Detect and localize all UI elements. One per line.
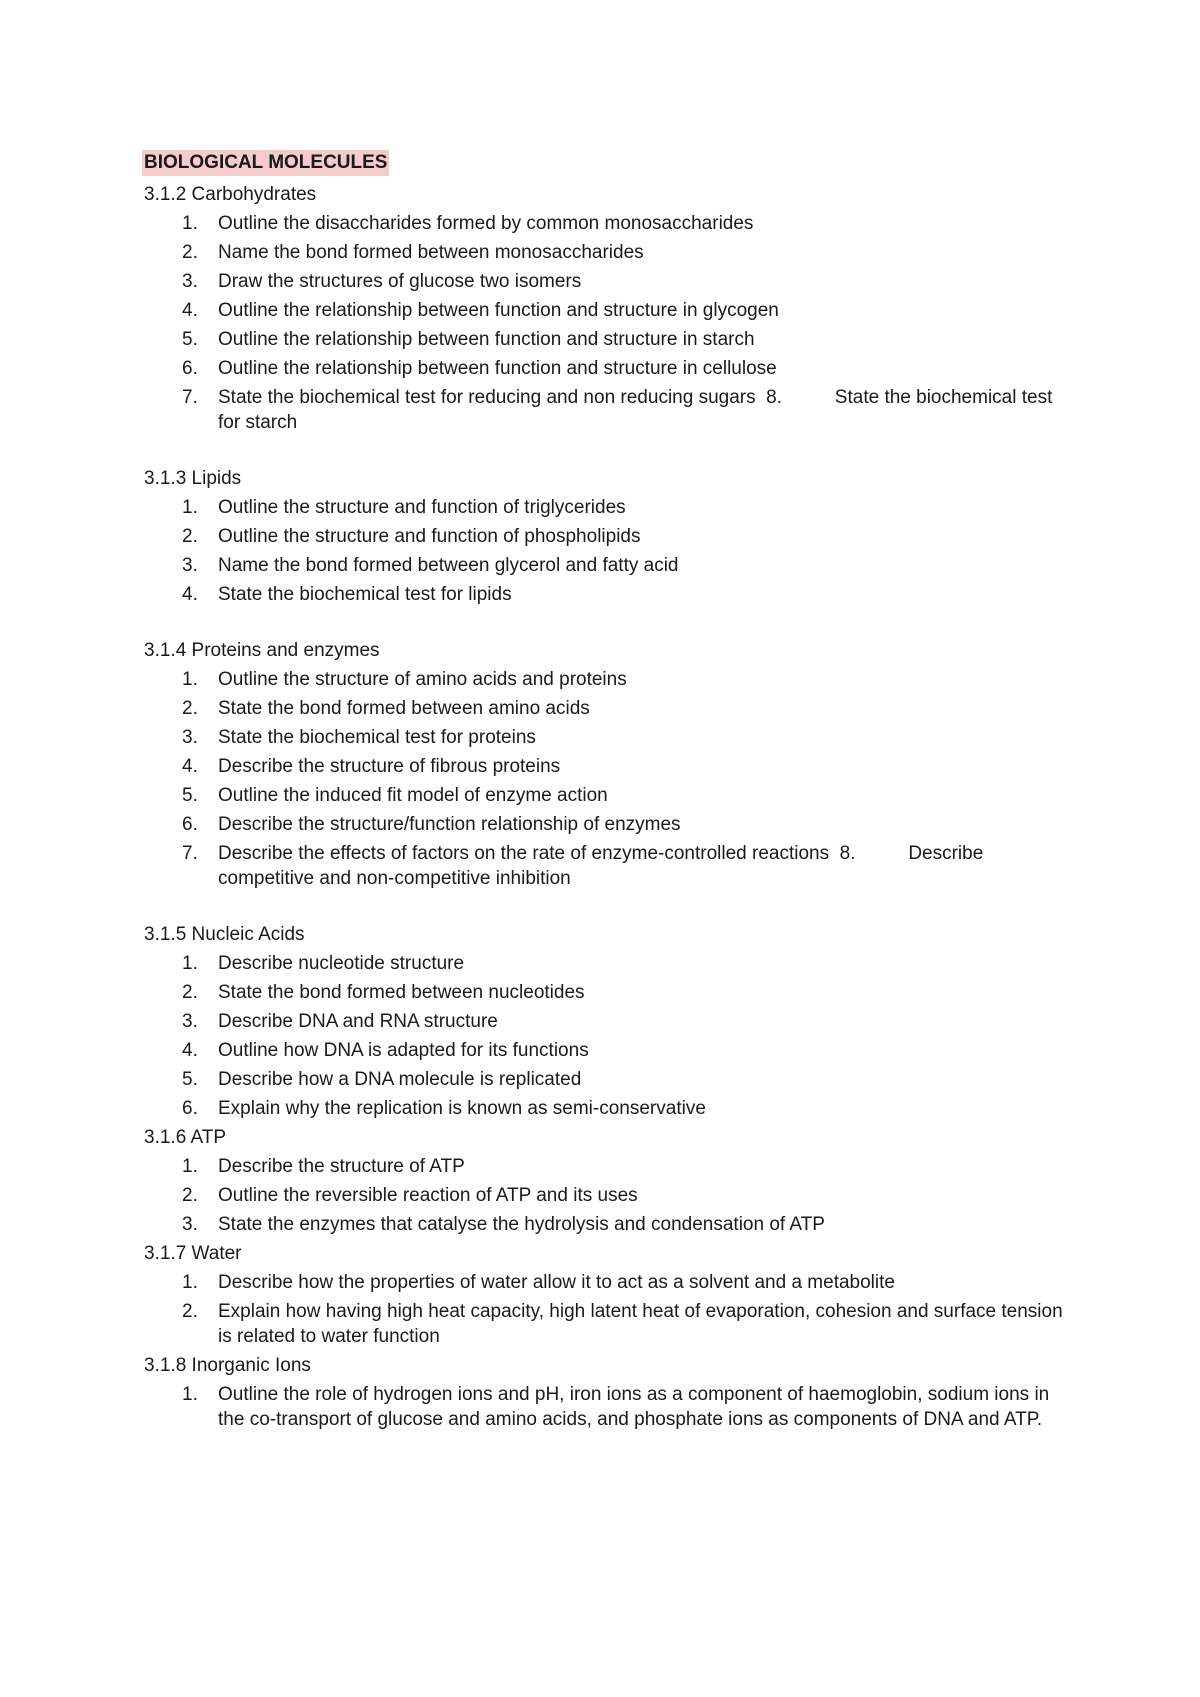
item-number: 5.: [182, 785, 198, 806]
item-number: 1.: [182, 1384, 198, 1405]
item-text: State the biochemical test for proteins: [218, 727, 536, 748]
list-item: [144, 267, 1064, 296]
item-text: Describe the structure/function relationship of enzymes: [218, 814, 681, 835]
item-text: State the biochemical test for lipids: [218, 584, 512, 605]
list-item: [144, 839, 1064, 893]
list-item: [144, 238, 1064, 267]
item-text: Outline the induced fit model of enzyme action: [218, 785, 608, 806]
item-number: 1.: [182, 1272, 198, 1293]
section-carbohydrates: [144, 180, 1064, 437]
objective-list: [144, 665, 1064, 893]
list-item: [144, 1181, 1064, 1210]
item-text: Outline the role of hydrogen ions and pH, iron ions as a component of haemoglobin, sodium ions in the co-transport of glucose and amino acids, and phosphate ions as components of DNA and ATP.: [218, 1384, 1050, 1430]
item-number: 2.: [182, 698, 198, 719]
item-number: 1.: [182, 1156, 198, 1177]
item-text: Outline the structure and function of triglycerides: [218, 497, 626, 518]
spacer: [144, 437, 1064, 464]
item-number: 4.: [182, 300, 198, 321]
item-text: State the enzymes that catalyse the hydrolysis and condensation of ATP: [218, 1214, 825, 1235]
item-number: 2.: [182, 982, 198, 1003]
item-number: 6.: [182, 1098, 198, 1119]
item-number: 7.: [182, 843, 198, 864]
item-text: Describe the structure of fibrous proteins: [218, 756, 561, 777]
list-item: [144, 1065, 1064, 1094]
objective-list: [144, 1268, 1064, 1351]
list-item: [144, 810, 1064, 839]
list-item: [144, 723, 1064, 752]
item-text: Describe the effects of factors on the rate of enzyme-controlled reactions 8. Describe competitive and non-competitive inhibition: [218, 843, 989, 889]
item-number: 6.: [182, 814, 198, 835]
section-proteins-enzymes: [144, 636, 1064, 893]
list-item: [144, 325, 1064, 354]
list-item: [144, 522, 1064, 551]
item-text: State the biochemical test for reducing and non reducing sugars 8. State the biochemical test for starch: [218, 387, 1058, 433]
list-item: [144, 781, 1064, 810]
item-number: 3.: [182, 555, 198, 576]
item-text: Name the bond formed between glycerol and fatty acid: [218, 555, 679, 576]
item-text: Outline the relationship between function and structure in glycogen: [218, 300, 779, 321]
spacer: [144, 609, 1064, 636]
document-title: BIOLOGICAL MOLECULES: [142, 150, 389, 176]
item-number: 1.: [182, 213, 198, 234]
objective-list: [144, 1380, 1064, 1434]
list-item: [144, 354, 1064, 383]
item-number: 5.: [182, 1069, 198, 1090]
section-inorganic-ions: [144, 1351, 1064, 1434]
item-number: 2.: [182, 526, 198, 547]
objective-list: [144, 949, 1064, 1123]
list-item: [144, 949, 1064, 978]
item-number: 4.: [182, 1040, 198, 1061]
section-heading: 3.1.7 Water: [144, 1243, 242, 1264]
section-heading: 3.1.4 Proteins and enzymes: [144, 640, 380, 661]
section-nucleic-acids: [144, 920, 1064, 1123]
list-item: [144, 1210, 1064, 1239]
item-text: Describe how a DNA molecule is replicated: [218, 1069, 582, 1090]
list-item: [144, 580, 1064, 609]
item-text: Describe the structure of ATP: [218, 1156, 465, 1177]
list-item: [144, 1268, 1064, 1297]
list-item: [144, 1380, 1064, 1434]
item-text: Draw the structures of glucose two isomers: [218, 271, 582, 292]
objective-list: [144, 493, 1064, 609]
list-item: [144, 978, 1064, 1007]
item-text: Outline the relationship between function and structure in cellulose: [218, 358, 777, 379]
list-item: [144, 383, 1064, 437]
list-item: [144, 665, 1064, 694]
list-item: [144, 1007, 1064, 1036]
objective-list: [144, 209, 1064, 437]
item-number: 2.: [182, 242, 198, 263]
item-number: 6.: [182, 358, 198, 379]
list-item: [144, 1152, 1064, 1181]
item-text: Describe DNA and RNA structure: [218, 1011, 498, 1032]
spacer: [144, 893, 1064, 920]
document-page: [144, 150, 1064, 1434]
item-number: 3.: [182, 1011, 198, 1032]
item-number: 7.: [182, 387, 198, 408]
title-row: [144, 150, 1064, 180]
item-number: 3.: [182, 1214, 198, 1235]
list-item: [144, 694, 1064, 723]
section-heading: 3.1.6 ATP: [144, 1127, 227, 1148]
item-number: 3.: [182, 271, 198, 292]
item-text: Describe nucleotide structure: [218, 953, 465, 974]
list-item: [144, 296, 1064, 325]
list-item: [144, 551, 1064, 580]
item-number: 1.: [182, 497, 198, 518]
item-number: 4.: [182, 756, 198, 777]
section-heading: 3.1.8 Inorganic Ions: [144, 1355, 311, 1376]
list-item: [144, 1297, 1064, 1351]
section-heading: 3.1.3 Lipids: [144, 468, 242, 489]
item-text: Outline the relationship between function and structure in starch: [218, 329, 755, 350]
item-number: 2.: [182, 1185, 198, 1206]
item-text: Describe how the properties of water allow it to act as a solvent and a metabolite: [218, 1272, 895, 1293]
item-text: Explain why the replication is known as semi-conservative: [218, 1098, 706, 1119]
item-text: Outline the disaccharides formed by common monosaccharides: [218, 213, 754, 234]
item-number: 3.: [182, 727, 198, 748]
section-heading: 3.1.5 Nucleic Acids: [144, 924, 305, 945]
objective-list: [144, 1152, 1064, 1239]
item-number: 2.: [182, 1301, 198, 1322]
item-text: Explain how having high heat capacity, high latent heat of evaporation, cohesion and surface tension is related to water function: [218, 1301, 1063, 1347]
section-water: [144, 1239, 1064, 1351]
item-number: 5.: [182, 329, 198, 350]
item-number: 1.: [182, 953, 198, 974]
item-number: 1.: [182, 669, 198, 690]
item-text: State the bond formed between nucleotides: [218, 982, 585, 1003]
item-text: State the bond formed between amino acids: [218, 698, 590, 719]
item-text: Outline how DNA is adapted for its functions: [218, 1040, 589, 1061]
section-lipids: [144, 464, 1064, 609]
item-text: Outline the structure and function of phospholipids: [218, 526, 641, 547]
section-atp: [144, 1123, 1064, 1239]
item-number: 4.: [182, 584, 198, 605]
section-heading: 3.1.2 Carbohydrates: [144, 184, 317, 205]
list-item: [144, 1036, 1064, 1065]
item-text: Name the bond formed between monosaccharides: [218, 242, 644, 263]
item-text: Outline the structure of amino acids and proteins: [218, 669, 627, 690]
list-item: [144, 752, 1064, 781]
list-item: [144, 1094, 1064, 1123]
list-item: [144, 493, 1064, 522]
item-text: Outline the reversible reaction of ATP and its uses: [218, 1185, 638, 1206]
list-item: [144, 209, 1064, 238]
